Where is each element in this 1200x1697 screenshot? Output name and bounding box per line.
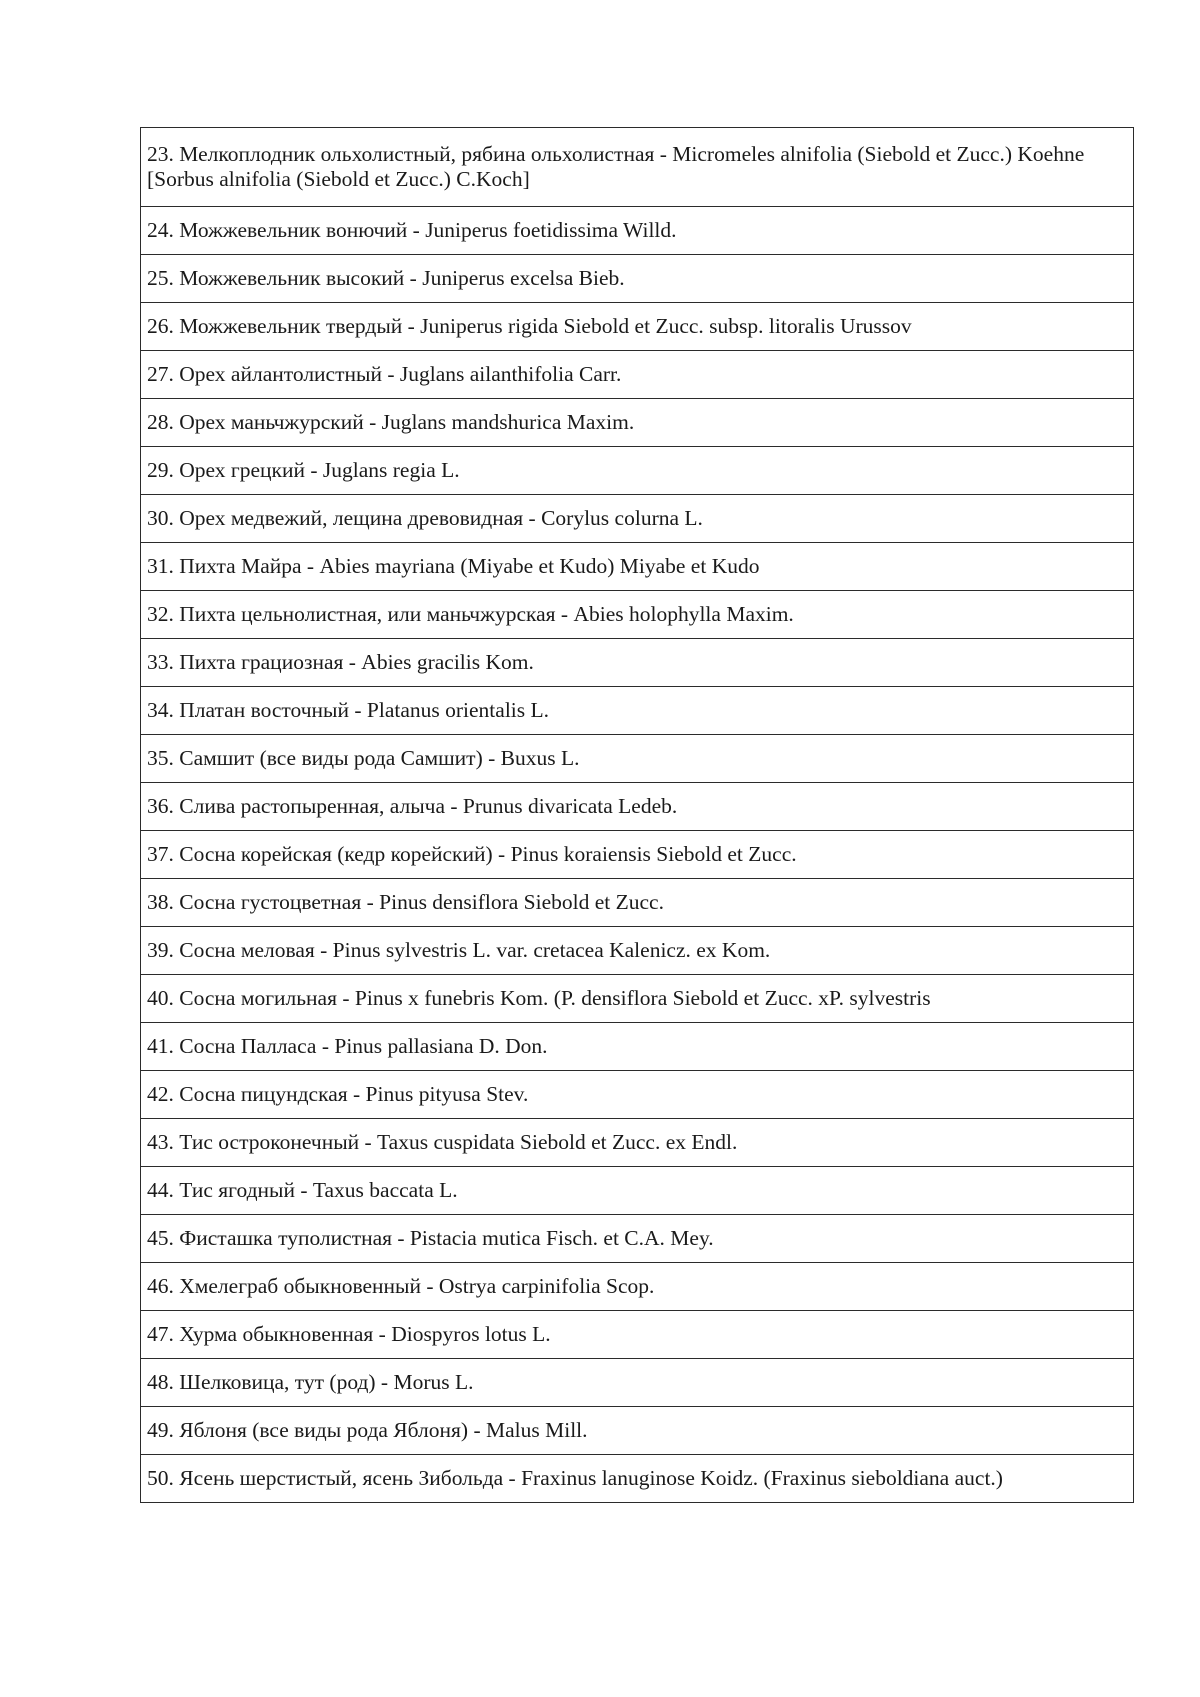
table-cell: 42. Сосна пицундская - Pinus pityusa Stev. — [141, 1071, 1134, 1119]
table-row — [141, 1311, 1134, 1359]
table-cell: 49. Яблоня (все виды рода Яблоня) - Malus Mill. — [141, 1407, 1134, 1455]
table-row — [141, 1119, 1134, 1167]
table-cell: 28. Орех маньчжурский - Juglans mandshurica Maxim. — [141, 399, 1134, 447]
table-cell: 35. Самшит (все виды рода Самшит) - Buxus L. — [141, 735, 1134, 783]
table-cell: 24. Можжевельник вонючий - Juniperus foetidissima Willd. — [141, 207, 1134, 255]
table-row — [141, 1215, 1134, 1263]
table-row — [141, 399, 1134, 447]
table-row — [141, 1023, 1134, 1071]
table-cell: 44. Тис ягодный - Taxus baccata L. — [141, 1167, 1134, 1215]
table-row — [141, 1263, 1134, 1311]
table-cell: 36. Слива растопыренная, алыча - Prunus divaricata Ledeb. — [141, 783, 1134, 831]
table-row — [141, 879, 1134, 927]
table-row — [141, 303, 1134, 351]
table-row — [141, 639, 1134, 687]
table-row — [141, 687, 1134, 735]
table-row — [141, 1167, 1134, 1215]
table-cell: 30. Орех медвежий, лещина древовидная - Corylus colurna L. — [141, 495, 1134, 543]
table-cell: 31. Пихта Майра - Abies mayriana (Miyabe et Kudo) Miyabe et Kudo — [141, 543, 1134, 591]
table-cell: 29. Орех грецкий - Juglans regia L. — [141, 447, 1134, 495]
species-table-body — [141, 128, 1134, 1503]
table-row — [141, 1407, 1134, 1455]
table-row — [141, 495, 1134, 543]
table-row — [141, 543, 1134, 591]
table-cell: 40. Сосна могильная - Pinus x funebris Kom. (P. densiflora Siebold et Zucc. xP. sylvestris — [141, 975, 1134, 1023]
table-cell: 41. Сосна Палласа - Pinus pallasiana D. Don. — [141, 1023, 1134, 1071]
table-row — [141, 1359, 1134, 1407]
table-cell: 43. Тис остроконечный - Taxus cuspidata Siebold et Zucc. ex Endl. — [141, 1119, 1134, 1167]
table-row — [141, 351, 1134, 399]
table-cell: 50. Ясень шерстистый, ясень Зибольда - Fraxinus lanuginose Koidz. (Fraxinus sieboldiana auct.) — [141, 1455, 1134, 1503]
table-row — [141, 831, 1134, 879]
table-cell: 33. Пихта грациозная - Abies gracilis Kom. — [141, 639, 1134, 687]
table-row — [141, 207, 1134, 255]
table-row — [141, 255, 1134, 303]
table-row — [141, 591, 1134, 639]
table-cell: 46. Хмелеграб обыкновенный - Ostrya carpinifolia Scop. — [141, 1263, 1134, 1311]
table-row — [141, 783, 1134, 831]
table-cell: 27. Орех айлантолистный - Juglans ailanthifolia Carr. — [141, 351, 1134, 399]
table-cell: 45. Фисташка туполистная - Pistacia mutica Fisch. et C.A. Mey. — [141, 1215, 1134, 1263]
table-cell: 23. Мелкоплодник ольхолистный, рябина ольхолистная - Micromeles alnifolia (Siebold et Zucc.) Koehne [Sorbus alnifolia (Siebold et Zucc.) C.Koch] — [141, 128, 1134, 207]
table-cell: 39. Сосна меловая - Pinus sylvestris L. var. cretacea Kalenicz. ex Kom. — [141, 927, 1134, 975]
table-cell: 48. Шелковица, тут (род) - Morus L. — [141, 1359, 1134, 1407]
table-cell: 34. Платан восточный - Platanus orientalis L. — [141, 687, 1134, 735]
table-row — [141, 1071, 1134, 1119]
species-table — [140, 127, 1134, 1503]
table-cell: 26. Можжевельник твердый - Juniperus rigida Siebold et Zucc. subsp. litoralis Urussov — [141, 303, 1134, 351]
table-row — [141, 128, 1134, 207]
table-cell: 25. Можжевельник высокий - Juniperus excelsa Bieb. — [141, 255, 1134, 303]
table-row — [141, 447, 1134, 495]
table-cell: 37. Сосна корейская (кедр корейский) - Pinus koraiensis Siebold et Zucc. — [141, 831, 1134, 879]
table-cell: 47. Хурма обыкновенная - Diospyros lotus L. — [141, 1311, 1134, 1359]
table-cell: 32. Пихта цельнолистная, или маньчжурская - Abies holophylla Maxim. — [141, 591, 1134, 639]
table-row — [141, 927, 1134, 975]
table-row — [141, 735, 1134, 783]
table-row — [141, 1455, 1134, 1503]
table-row — [141, 975, 1134, 1023]
table-cell: 38. Сосна густоцветная - Pinus densiflora Siebold et Zucc. — [141, 879, 1134, 927]
